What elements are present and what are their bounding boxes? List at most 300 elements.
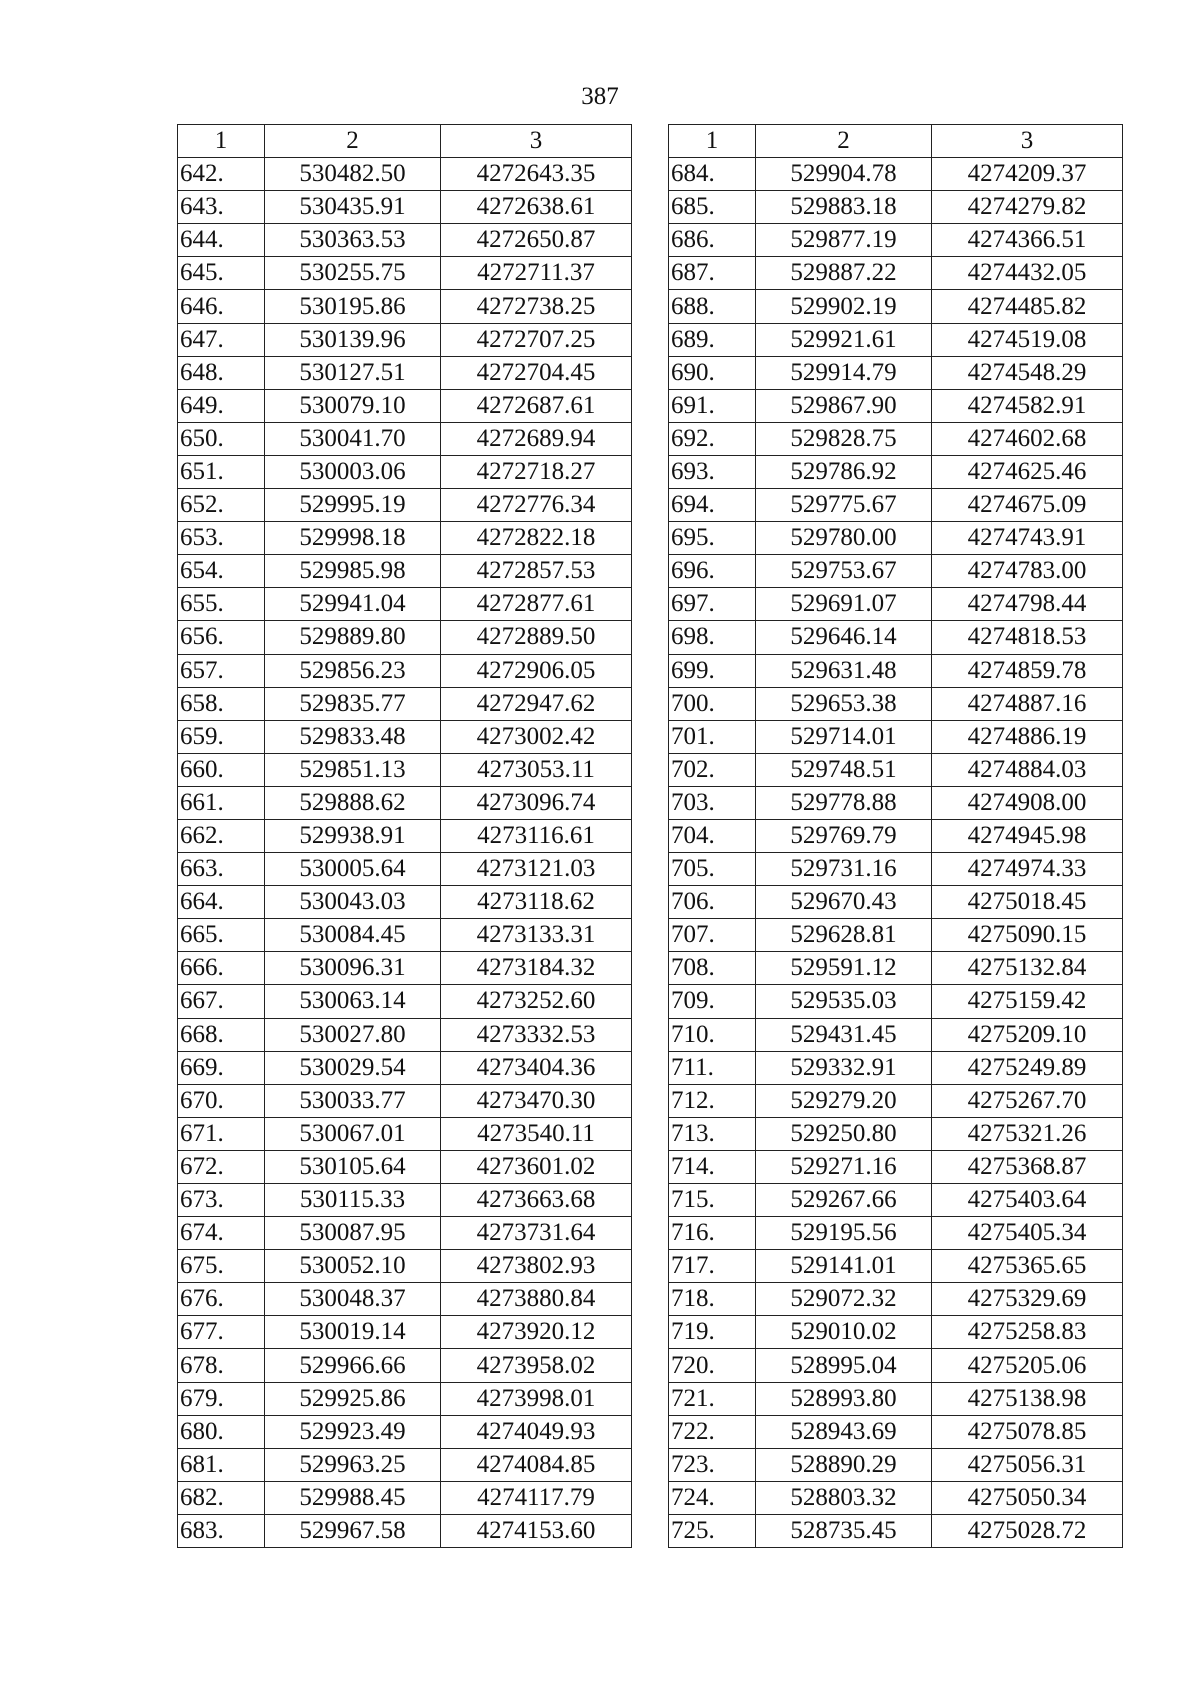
coordinate-x-cell: 529271.16 [756,1150,932,1183]
table-row [669,1051,1123,1084]
coordinate-y-cell: 4275050.34 [932,1481,1123,1514]
coordinate-y-cell: 4272822.18 [441,522,632,555]
table-row [669,489,1123,522]
coordinate-x-cell: 530139.96 [265,323,441,356]
coordinate-x-cell: 529628.81 [756,919,932,952]
point-number-cell: 695. [669,522,756,555]
table-row [669,356,1123,389]
coordinate-x-cell: 530105.64 [265,1150,441,1183]
column-header-1: 1 [178,125,265,158]
coordinate-y-cell: 4272650.87 [441,224,632,257]
table-row [178,422,632,455]
coordinate-x-cell: 529883.18 [756,191,932,224]
coordinates-table-right [668,124,1123,1548]
point-number-cell: 705. [669,853,756,886]
point-number-cell: 658. [178,687,265,720]
coordinate-y-cell: 4273053.11 [441,753,632,786]
table-row [669,1514,1123,1547]
table-row [178,1514,632,1547]
point-number-cell: 687. [669,257,756,290]
coordinate-y-cell: 4275205.06 [932,1349,1123,1382]
point-number-cell: 643. [178,191,265,224]
coordinate-y-cell: 4273133.31 [441,919,632,952]
point-number-cell: 663. [178,853,265,886]
table-row [178,1316,632,1349]
coordinate-y-cell: 4273184.32 [441,952,632,985]
coordinate-x-cell: 529141.01 [756,1250,932,1283]
coordinate-y-cell: 4274602.68 [932,422,1123,455]
table-row [669,422,1123,455]
point-number-cell: 677. [178,1316,265,1349]
coordinate-y-cell: 4275267.70 [932,1084,1123,1117]
coordinate-y-cell: 4273404.36 [441,1051,632,1084]
table-row [669,786,1123,819]
coordinate-y-cell: 4274675.09 [932,489,1123,522]
coordinate-x-cell: 529670.43 [756,886,932,919]
coordinate-y-cell: 4274859.78 [932,654,1123,687]
table-row [669,522,1123,555]
coordinate-y-cell: 4272857.53 [441,555,632,588]
coordinate-x-cell: 529938.91 [265,819,441,852]
table-row [669,753,1123,786]
coordinate-x-cell: 530127.51 [265,356,441,389]
coordinate-y-cell: 4273880.84 [441,1283,632,1316]
point-number-cell: 648. [178,356,265,389]
table-row [178,1448,632,1481]
coordinate-y-cell: 4272687.61 [441,389,632,422]
coordinate-x-cell: 530063.14 [265,985,441,1018]
coordinate-y-cell: 4273332.53 [441,1018,632,1051]
table-row [669,1481,1123,1514]
point-number-cell: 711. [669,1051,756,1084]
coordinate-y-cell: 4274886.19 [932,720,1123,753]
coordinate-x-cell: 530087.95 [265,1217,441,1250]
point-number-cell: 712. [669,1084,756,1117]
coordinate-x-cell: 529195.56 [756,1217,932,1250]
table-row [178,158,632,191]
point-number-cell: 710. [669,1018,756,1051]
point-number-cell: 700. [669,687,756,720]
coordinate-x-cell: 530052.10 [265,1250,441,1283]
table-row [178,786,632,819]
coordinate-y-cell: 4273998.01 [441,1382,632,1415]
coordinate-x-cell: 528735.45 [756,1514,932,1547]
table-row [669,191,1123,224]
coordinate-y-cell: 4273601.02 [441,1150,632,1183]
table-row [178,1051,632,1084]
table-row [178,1415,632,1448]
coordinate-y-cell: 4274049.93 [441,1415,632,1448]
point-number-cell: 671. [178,1117,265,1150]
table-row [178,1382,632,1415]
point-number-cell: 642. [178,158,265,191]
point-number-cell: 651. [178,455,265,488]
coordinate-y-cell: 4274908.00 [932,786,1123,819]
table-row [669,290,1123,323]
column-header-2: 2 [756,125,932,158]
coordinate-y-cell: 4275018.45 [932,886,1123,919]
coordinate-y-cell: 4272718.27 [441,455,632,488]
coordinate-x-cell: 529923.49 [265,1415,441,1448]
table-row [669,853,1123,886]
point-number-cell: 716. [669,1217,756,1250]
table-row [178,1283,632,1316]
table-row [178,257,632,290]
point-number-cell: 721. [669,1382,756,1415]
point-number-cell: 660. [178,753,265,786]
coordinate-y-cell: 4274366.51 [932,224,1123,257]
point-number-cell: 713. [669,1117,756,1150]
table-row [669,1084,1123,1117]
table-row [669,455,1123,488]
coordinate-y-cell: 4273663.68 [441,1184,632,1217]
coordinate-y-cell: 4274279.82 [932,191,1123,224]
point-number-cell: 670. [178,1084,265,1117]
coordinate-y-cell: 4273958.02 [441,1349,632,1382]
coordinate-y-cell: 4275258.83 [932,1316,1123,1349]
coordinate-x-cell: 529431.45 [756,1018,932,1051]
coordinate-y-cell: 4273002.42 [441,720,632,753]
coordinate-x-cell: 530195.86 [265,290,441,323]
coordinate-x-cell: 529967.58 [265,1514,441,1547]
table-row [669,1349,1123,1382]
coordinate-y-cell: 4274519.08 [932,323,1123,356]
point-number-cell: 697. [669,588,756,621]
coordinate-x-cell: 529998.18 [265,522,441,555]
coordinate-y-cell: 4274153.60 [441,1514,632,1547]
point-number-cell: 685. [669,191,756,224]
coordinate-x-cell: 529985.98 [265,555,441,588]
table-row [669,323,1123,356]
coordinate-y-cell: 4275028.72 [932,1514,1123,1547]
coordinate-x-cell: 529921.61 [756,323,932,356]
point-number-cell: 718. [669,1283,756,1316]
table-row [178,1018,632,1051]
coordinate-y-cell: 4274974.33 [932,853,1123,886]
point-number-cell: 724. [669,1481,756,1514]
table-header-row [178,125,632,158]
coordinate-x-cell: 530084.45 [265,919,441,952]
coordinate-x-cell: 529835.77 [265,687,441,720]
coordinate-x-cell: 529833.48 [265,720,441,753]
coordinate-x-cell: 529714.01 [756,720,932,753]
table-row [669,1382,1123,1415]
coordinate-x-cell: 529748.51 [756,753,932,786]
table-row [178,819,632,852]
coordinate-y-cell: 4275132.84 [932,952,1123,985]
table-row [178,1250,632,1283]
point-number-cell: 676. [178,1283,265,1316]
table-row [178,290,632,323]
point-number-cell: 657. [178,654,265,687]
table-row [669,720,1123,753]
table-row [669,1448,1123,1481]
coordinates-table-left [177,124,632,1548]
table-row [178,1481,632,1514]
table-row [178,1117,632,1150]
coordinate-y-cell: 4274783.00 [932,555,1123,588]
coordinate-y-cell: 4272711.37 [441,257,632,290]
table-row [669,819,1123,852]
table-row [669,952,1123,985]
coordinate-y-cell: 4274117.79 [441,1481,632,1514]
coordinate-y-cell: 4275365.65 [932,1250,1123,1283]
point-number-cell: 646. [178,290,265,323]
table-row [178,489,632,522]
coordinate-x-cell: 529888.62 [265,786,441,819]
table-row [669,588,1123,621]
coordinate-y-cell: 4275209.10 [932,1018,1123,1051]
coordinate-y-cell: 4273802.93 [441,1250,632,1283]
point-number-cell: 659. [178,720,265,753]
coordinate-y-cell: 4273116.61 [441,819,632,852]
coordinate-y-cell: 4272704.45 [441,356,632,389]
point-number-cell: 674. [178,1217,265,1250]
coordinate-y-cell: 4272707.25 [441,323,632,356]
coordinate-x-cell: 529995.19 [265,489,441,522]
table-row [669,985,1123,1018]
point-number-cell: 698. [669,621,756,654]
coordinate-x-cell: 530096.31 [265,952,441,985]
table-header-row [669,125,1123,158]
point-number-cell: 645. [178,257,265,290]
coordinate-x-cell: 530435.91 [265,191,441,224]
table-row [669,389,1123,422]
point-number-cell: 680. [178,1415,265,1448]
coordinate-y-cell: 4273731.64 [441,1217,632,1250]
coordinate-x-cell: 529631.48 [756,654,932,687]
coordinate-y-cell: 4272643.35 [441,158,632,191]
point-number-cell: 678. [178,1349,265,1382]
coordinate-x-cell: 530003.06 [265,455,441,488]
table-row [669,919,1123,952]
point-number-cell: 666. [178,952,265,985]
coordinate-x-cell: 529889.80 [265,621,441,654]
coordinate-x-cell: 529332.91 [756,1051,932,1084]
coordinate-y-cell: 4274887.16 [932,687,1123,720]
table-row [669,158,1123,191]
coordinate-x-cell: 530019.14 [265,1316,441,1349]
point-number-cell: 662. [178,819,265,852]
table-row [178,1349,632,1382]
coordinate-y-cell: 4273540.11 [441,1117,632,1150]
coordinate-y-cell: 4275078.85 [932,1415,1123,1448]
coordinate-x-cell: 529267.66 [756,1184,932,1217]
coordinate-y-cell: 4273118.62 [441,886,632,919]
coordinate-y-cell: 4272776.34 [441,489,632,522]
point-number-cell: 715. [669,1184,756,1217]
coordinate-y-cell: 4275159.42 [932,985,1123,1018]
coordinate-y-cell: 4272738.25 [441,290,632,323]
coordinate-y-cell: 4274798.44 [932,588,1123,621]
coordinate-y-cell: 4275403.64 [932,1184,1123,1217]
point-number-cell: 704. [669,819,756,852]
coordinate-y-cell: 4275329.69 [932,1283,1123,1316]
coordinate-x-cell: 530115.33 [265,1184,441,1217]
point-number-cell: 692. [669,422,756,455]
point-number-cell: 672. [178,1150,265,1183]
point-number-cell: 690. [669,356,756,389]
coordinate-y-cell: 4273920.12 [441,1316,632,1349]
point-number-cell: 675. [178,1250,265,1283]
point-number-cell: 720. [669,1349,756,1382]
coordinate-x-cell: 529856.23 [265,654,441,687]
coordinate-y-cell: 4272689.94 [441,422,632,455]
coordinate-x-cell: 529963.25 [265,1448,441,1481]
coordinate-y-cell: 4273121.03 [441,853,632,886]
table-row [178,1217,632,1250]
point-number-cell: 725. [669,1514,756,1547]
coordinate-x-cell: 529828.75 [756,422,932,455]
point-number-cell: 702. [669,753,756,786]
coordinate-x-cell: 529778.88 [756,786,932,819]
column-header-1: 1 [669,125,756,158]
coordinate-x-cell: 530067.01 [265,1117,441,1150]
coordinate-x-cell: 530482.50 [265,158,441,191]
coordinate-x-cell: 529775.67 [756,489,932,522]
point-number-cell: 649. [178,389,265,422]
table-row [178,1084,632,1117]
coordinate-y-cell: 4274209.37 [932,158,1123,191]
coordinate-x-cell: 529914.79 [756,356,932,389]
coordinate-y-cell: 4272947.62 [441,687,632,720]
coordinate-y-cell: 4274743.91 [932,522,1123,555]
coordinate-y-cell: 4275249.89 [932,1051,1123,1084]
point-number-cell: 652. [178,489,265,522]
table-row [178,588,632,621]
coordinate-x-cell: 529925.86 [265,1382,441,1415]
table-row [178,323,632,356]
table-row [669,1018,1123,1051]
table-row [669,687,1123,720]
coordinate-x-cell: 529851.13 [265,753,441,786]
coordinate-x-cell: 530005.64 [265,853,441,886]
table-row [669,1316,1123,1349]
coordinate-y-cell: 4274884.03 [932,753,1123,786]
point-number-cell: 682. [178,1481,265,1514]
table-row [178,356,632,389]
coordinate-x-cell: 529769.79 [756,819,932,852]
point-number-cell: 694. [669,489,756,522]
point-number-cell: 709. [669,985,756,1018]
coordinate-x-cell: 528943.69 [756,1415,932,1448]
coordinate-x-cell: 529250.80 [756,1117,932,1150]
point-number-cell: 668. [178,1018,265,1051]
point-number-cell: 665. [178,919,265,952]
table-row [178,224,632,257]
coordinate-y-cell: 4274818.53 [932,621,1123,654]
coordinate-x-cell: 530079.10 [265,389,441,422]
coordinate-x-cell: 529966.66 [265,1349,441,1382]
coordinate-y-cell: 4273252.60 [441,985,632,1018]
coordinate-x-cell: 529904.78 [756,158,932,191]
table-row [669,1415,1123,1448]
table-row [178,191,632,224]
table-row [669,621,1123,654]
point-number-cell: 707. [669,919,756,952]
coordinate-x-cell: 529591.12 [756,952,932,985]
point-number-cell: 699. [669,654,756,687]
coordinate-x-cell: 529887.22 [756,257,932,290]
point-number-cell: 669. [178,1051,265,1084]
coordinate-y-cell: 4272889.50 [441,621,632,654]
table-row [669,1283,1123,1316]
coordinate-x-cell: 530041.70 [265,422,441,455]
table-row [669,257,1123,290]
point-number-cell: 654. [178,555,265,588]
coordinate-x-cell: 529279.20 [756,1084,932,1117]
table-row [178,952,632,985]
point-number-cell: 684. [669,158,756,191]
coordinate-x-cell: 529988.45 [265,1481,441,1514]
point-number-cell: 664. [178,886,265,919]
coordinate-y-cell: 4275321.26 [932,1117,1123,1150]
column-header-3: 3 [932,125,1123,158]
point-number-cell: 661. [178,786,265,819]
coordinate-y-cell: 4273470.30 [441,1084,632,1117]
point-number-cell: 655. [178,588,265,621]
point-number-cell: 703. [669,786,756,819]
table-row [669,1150,1123,1183]
table-row [178,985,632,1018]
table-row [669,1250,1123,1283]
point-number-cell: 656. [178,621,265,654]
coordinate-x-cell: 529867.90 [756,389,932,422]
coordinate-x-cell: 529691.07 [756,588,932,621]
coordinate-y-cell: 4274432.05 [932,257,1123,290]
column-header-2: 2 [265,125,441,158]
coordinate-x-cell: 529941.04 [265,588,441,621]
coordinate-x-cell: 529731.16 [756,853,932,886]
table-row [669,1217,1123,1250]
point-number-cell: 686. [669,224,756,257]
table-row [178,853,632,886]
point-number-cell: 650. [178,422,265,455]
coordinate-x-cell: 528803.32 [756,1481,932,1514]
coordinate-x-cell: 530033.77 [265,1084,441,1117]
point-number-cell: 706. [669,886,756,919]
coordinate-x-cell: 529753.67 [756,555,932,588]
coordinate-y-cell: 4272638.61 [441,191,632,224]
table-row [178,919,632,952]
point-number-cell: 681. [178,1448,265,1481]
point-number-cell: 689. [669,323,756,356]
coordinate-x-cell: 529786.92 [756,455,932,488]
coordinate-x-cell: 529902.19 [756,290,932,323]
point-number-cell: 653. [178,522,265,555]
coordinate-y-cell: 4272906.05 [441,654,632,687]
table-row [178,555,632,588]
coordinate-x-cell: 530363.53 [265,224,441,257]
coordinate-x-cell: 530043.03 [265,886,441,919]
table-row [669,1117,1123,1150]
coordinate-y-cell: 4275056.31 [932,1448,1123,1481]
point-number-cell: 647. [178,323,265,356]
point-number-cell: 723. [669,1448,756,1481]
point-number-cell: 708. [669,952,756,985]
table-row [669,1184,1123,1217]
table-row [178,753,632,786]
column-header-3: 3 [441,125,632,158]
point-number-cell: 688. [669,290,756,323]
table-row [669,224,1123,257]
coordinate-x-cell: 529780.00 [756,522,932,555]
coordinate-y-cell: 4275405.34 [932,1217,1123,1250]
coordinate-x-cell: 530029.54 [265,1051,441,1084]
coordinate-y-cell: 4274084.85 [441,1448,632,1481]
coordinate-y-cell: 4274485.82 [932,290,1123,323]
coordinate-y-cell: 4274945.98 [932,819,1123,852]
